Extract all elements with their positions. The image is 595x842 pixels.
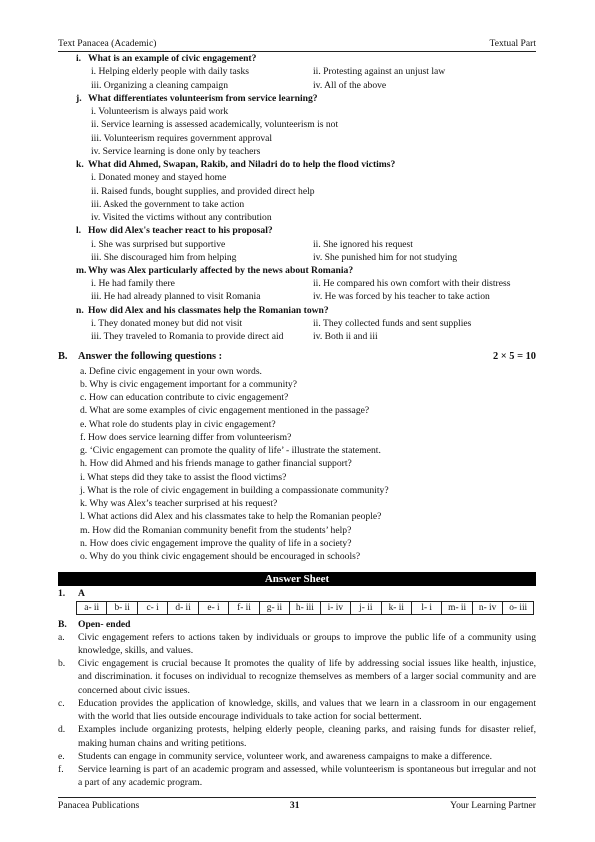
open-ended-label: c. (58, 697, 65, 709)
open-ended-text: Civic engagement refers to actions taken by individuals or groups to improve the public life of a community using knowledge, skills, and values. (78, 631, 536, 656)
mcq-item (58, 52, 536, 92)
open-ended-item (58, 723, 536, 749)
mcq-item (58, 264, 536, 304)
answer-cell: f- ii (229, 601, 259, 614)
answer-section-b (58, 618, 536, 631)
answer-cell: k- ii (381, 601, 411, 614)
open-ended-label: b. (58, 658, 66, 670)
open-ended-item (58, 657, 536, 697)
option-row (91, 79, 536, 92)
answer-table (76, 601, 534, 615)
open-ended-text: Service learning is part of an academic program and assessed, while volunteerism is spontaneous but irregular and not a part of any academic program. (78, 764, 536, 789)
section-b-title: Answer the following questions : (78, 351, 223, 363)
page-header (58, 37, 536, 52)
mcq-number: m. (76, 264, 87, 276)
option: iv. All of the above (313, 79, 387, 91)
mcq-options (58, 105, 536, 158)
option: iii. They traveled to Romania to provide direct aid (91, 331, 284, 343)
option: iv. Visited the victims without any contribution (91, 212, 272, 224)
option-row (91, 330, 536, 343)
mcq-number: j. (76, 92, 82, 104)
open-ended-item (58, 697, 536, 723)
answer-cell: l- i (411, 601, 441, 614)
option-row (91, 238, 536, 251)
answer-cell: g- ii (259, 601, 289, 614)
mcq-item (58, 304, 536, 344)
option: ii. Protesting against an unjust law (313, 66, 446, 78)
answer-section-1-num: 1. (58, 588, 66, 600)
answer-sheet-title: Answer Sheet (58, 572, 536, 586)
option: iv. Service learning is done only by teachers (91, 145, 261, 157)
mcq-question-text: What differentiates volunteerism from service learning? (88, 92, 318, 104)
open-ended-label: f. (58, 764, 64, 776)
mcq-item (58, 224, 536, 264)
answer-cell: a- ii (77, 601, 107, 614)
mcq-question (58, 92, 536, 105)
mcq-question-text: How did Alex's teacher react to his proposal? (88, 225, 273, 237)
option-row (91, 277, 536, 290)
question-item: c. How can education contribute to civic engagement? (80, 392, 289, 404)
open-ended-text: Students can engage in community service, volunteer work, and awareness campaigns to make a difference. (78, 750, 493, 762)
mcq-options (58, 171, 536, 224)
answer-section-b-num: B. (58, 618, 67, 630)
answer-cell: d- ii (168, 601, 198, 614)
option: iv. She punished him for not studying (313, 251, 458, 263)
mcq-number: k. (76, 159, 84, 171)
question-item: e. What role do students play in civic engagement? (80, 418, 276, 430)
answer-cell: o- iii (503, 601, 534, 614)
option: i. Helping elderly people with daily tasks (91, 66, 249, 78)
question-item: j. What is the role of civic engagement in building a compassionate community? (80, 484, 389, 496)
mcq-question-text: What is an example of civic engagement? (88, 53, 257, 65)
question-item: f. How does service learning differ from volunteerism? (80, 431, 292, 443)
open-ended-label: d. (58, 724, 66, 736)
option: iii. He had already planned to visit Romania (91, 291, 261, 303)
answer-section-1 (58, 587, 536, 600)
question-item: o. Why do you think civic engagement should be encouraged in schools? (80, 551, 361, 563)
question-item: n. How does civic engagement improve the quality of life in a society? (80, 537, 352, 549)
mcq-options (58, 65, 536, 91)
header-right: Textual Part (489, 38, 536, 49)
mcq-question-text: What did Ahmed, Swapan, Rakib, and Niladri do to help the flood victims? (88, 159, 396, 171)
question-item: i. What steps did they take to assist the flood victims? (80, 471, 287, 483)
option: iii. She discouraged him from helping (91, 251, 237, 263)
option: i. She was surprised but supportive (91, 238, 226, 250)
option: ii. He compared his own comfort with their distress (313, 278, 511, 290)
option: i. They donated money but did not visit (91, 317, 243, 329)
mcq-question (58, 224, 536, 237)
open-ended-label: a. (58, 631, 65, 643)
question-item: k. Why was Alex’s teacher surprised at his request? (80, 498, 278, 510)
mcq-options (58, 317, 536, 343)
open-ended-item (58, 631, 536, 657)
mcq-question (58, 264, 536, 277)
answer-section-1-label: A (78, 588, 85, 600)
option: i. Donated money and stayed home (91, 172, 227, 184)
question-item: h. How did Ahmed and his friends manage to gather financial support? (80, 458, 352, 470)
option-row (91, 251, 536, 264)
option: i. Volunteerism is always paid work (91, 106, 229, 118)
question-item: l. What actions did Alex and his classmates take to help the Romanian people? (80, 511, 382, 523)
mcq-section (58, 52, 536, 343)
open-ended-item (58, 763, 536, 789)
mcq-question-text: Why was Alex particularly affected by the news about Romania? (88, 264, 354, 276)
section-b-label: B. (58, 351, 68, 363)
answer-cell: n- iv (472, 601, 502, 614)
section-b-heading (58, 350, 536, 364)
option: iii. Organizing a cleaning campaign (91, 79, 229, 91)
option: iii. Volunteerism requires government approval (91, 132, 273, 144)
question-item: m. How did the Romanian community benefit from the students’ help? (80, 524, 352, 536)
answer-cell: h- iii (290, 601, 320, 614)
open-ended-text: Examples include organizing protests, helping elderly people, cleaning parks, and raising funds for disaster relief, making human chains and writing petitions. (78, 724, 536, 749)
answer-cell: i- iv (320, 601, 350, 614)
option-row (91, 317, 536, 330)
option: ii. Service learning is assessed academically, volunteerism is not (91, 119, 339, 131)
section-b-marks: 2 × 5 = 10 (492, 351, 536, 363)
mcq-options (58, 277, 536, 303)
mcq-question (58, 158, 536, 171)
mcq-number: n. (76, 304, 84, 316)
option: iii. Asked the government to take action (91, 198, 245, 210)
footer-right: Your Learning Partner (450, 800, 536, 811)
answer-cell: c- i (137, 601, 167, 614)
open-ended-label: e. (58, 750, 65, 762)
open-ended-item (58, 750, 536, 763)
page-number: 31 (289, 800, 300, 811)
option-row (91, 65, 536, 78)
option: ii. She ignored his request (313, 238, 413, 250)
question-list (58, 365, 536, 564)
option: ii. Raised funds, bought supplies, and provided direct help (91, 185, 315, 197)
answer-section-b-label: Open- ended (78, 618, 131, 630)
answer-cell: e- i (198, 601, 228, 614)
option: ii. They collected funds and sent supplies (313, 317, 472, 329)
question-item: a. Define civic engagement in your own words. (80, 365, 262, 377)
answer-cell: m- ii (442, 601, 472, 614)
open-ended-text: Civic engagement is crucial because It promotes the quality of life by addressing social issues like health, injustice, and discrimination. it focuses on individual to recognize themselves as members of a larger social community and are concerned about civic issues. (78, 658, 536, 696)
header-left: Text Panacea (Academic) (58, 38, 157, 49)
mcq-question (58, 304, 536, 317)
option-row (91, 290, 536, 303)
footer-left: Panacea Publications (58, 800, 140, 811)
mcq-options (58, 238, 536, 264)
open-ended-text: Education provides the application of knowledge, skills, and values that we learn in a classroom in our engagement with the world that lies outside encourage individuals to take action for social betterment. (78, 697, 536, 723)
mcq-item (58, 92, 536, 158)
answer-cell: b- ii (107, 601, 137, 614)
open-ended-answers (58, 631, 536, 790)
mcq-number: i. (76, 53, 82, 65)
page-footer (58, 797, 536, 812)
option: iv. Both ii and iii (313, 331, 378, 343)
question-item: g. ‘Civic engagement can promote the quality of life’ - illustrate the statement. (80, 445, 381, 457)
mcq-item (58, 158, 536, 224)
question-item: b. Why is civic engagement important for a community? (80, 378, 297, 390)
page (58, 37, 536, 790)
answer-cell: j- ii (351, 601, 381, 614)
mcq-question (58, 52, 536, 65)
question-item: d. What are some examples of civic engagement mentioned in the passage? (80, 405, 370, 417)
option: iv. He was forced by his teacher to take action (313, 291, 490, 303)
mcq-number: l. (76, 225, 82, 237)
option: i. He had family there (91, 278, 175, 290)
mcq-question-text: How did Alex and his classmates help the Romanian town? (88, 304, 329, 316)
